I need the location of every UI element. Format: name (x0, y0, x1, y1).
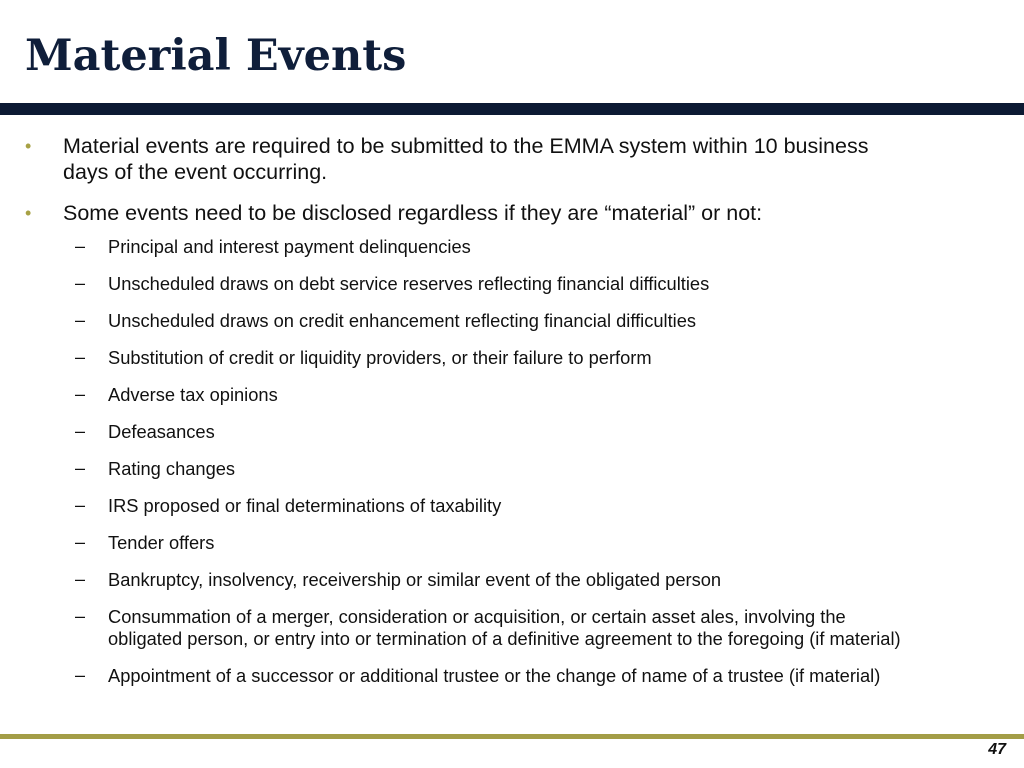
dash-icon: – (75, 347, 86, 367)
slide-content (0, 133, 1024, 702)
dash-icon: – (75, 384, 86, 404)
dash-icon: – (75, 421, 86, 441)
sub-bullet-item (0, 495, 1024, 517)
sub-bullet-text: Adverse tax opinions (108, 384, 278, 405)
sub-bullet-text: IRS proposed or final determinations of taxability (108, 495, 502, 516)
sub-bullet-item (0, 532, 1024, 554)
sub-bullet-text: Bankruptcy, insolvency, receivership or similar event of the obligated person (108, 569, 722, 590)
sub-bullet-text: Consummation of a merger, consideration or acquisition, or certain asset ales, involving the obligated person, or entry into or termination of a definitive agreement to the foregoing (if material) (108, 606, 901, 649)
sub-bullet-item (0, 569, 1024, 591)
dash-icon: – (75, 606, 86, 626)
dash-icon: – (75, 458, 86, 478)
bullet-dot-icon: • (25, 136, 32, 156)
dash-icon: – (75, 569, 86, 589)
bullet-text: Some events need to be disclosed regardless if they are “material” or not: (63, 201, 763, 225)
sub-bullet-text: Defeasances (108, 421, 215, 442)
sub-bullet-item (0, 421, 1024, 443)
sub-bullet-text: Appointment of a successor or additional trustee or the change of name of a trustee (if material) (108, 665, 881, 686)
bullet-dot-icon: • (25, 203, 32, 223)
dash-icon: – (75, 273, 86, 293)
dash-icon: – (75, 532, 86, 552)
sub-bullet-item (0, 665, 1024, 687)
sub-bullet-item (0, 347, 1024, 369)
bullet-item (0, 133, 1024, 185)
sub-bullet-text: Substitution of credit or liquidity providers, or their failure to perform (108, 347, 652, 368)
bullet-item (0, 200, 1024, 226)
sub-bullet-item (0, 458, 1024, 480)
sub-bullet-item (0, 384, 1024, 406)
dash-icon: – (75, 495, 86, 515)
page-number: 47 (988, 741, 1006, 758)
sub-bullet-text: Unscheduled draws on credit enhancement reflecting financial difficulties (108, 310, 697, 331)
title-divider-bar (0, 103, 1024, 115)
sub-bullet-item (0, 310, 1024, 332)
sub-bullet-text: Unscheduled draws on debt service reserves reflecting financial difficulties (108, 273, 710, 294)
footer-divider-bar (0, 734, 1024, 739)
sub-bullet-text: Principal and interest payment delinquencies (108, 236, 471, 257)
sub-bullet-item (0, 273, 1024, 295)
sub-bullet-item (0, 606, 1024, 650)
dash-icon: – (75, 236, 86, 256)
sub-bullet-item (0, 236, 1024, 258)
slide-title: Material Events (25, 31, 407, 81)
sub-bullet-text: Tender offers (108, 532, 215, 553)
dash-icon: – (75, 310, 86, 330)
sub-bullet-text: Rating changes (108, 458, 236, 479)
dash-icon: – (75, 665, 86, 685)
sub-bullet-list (0, 236, 1024, 687)
bullet-text: Material events are required to be submitted to the EMMA system within 10 business days of the event occurring. (63, 134, 869, 184)
